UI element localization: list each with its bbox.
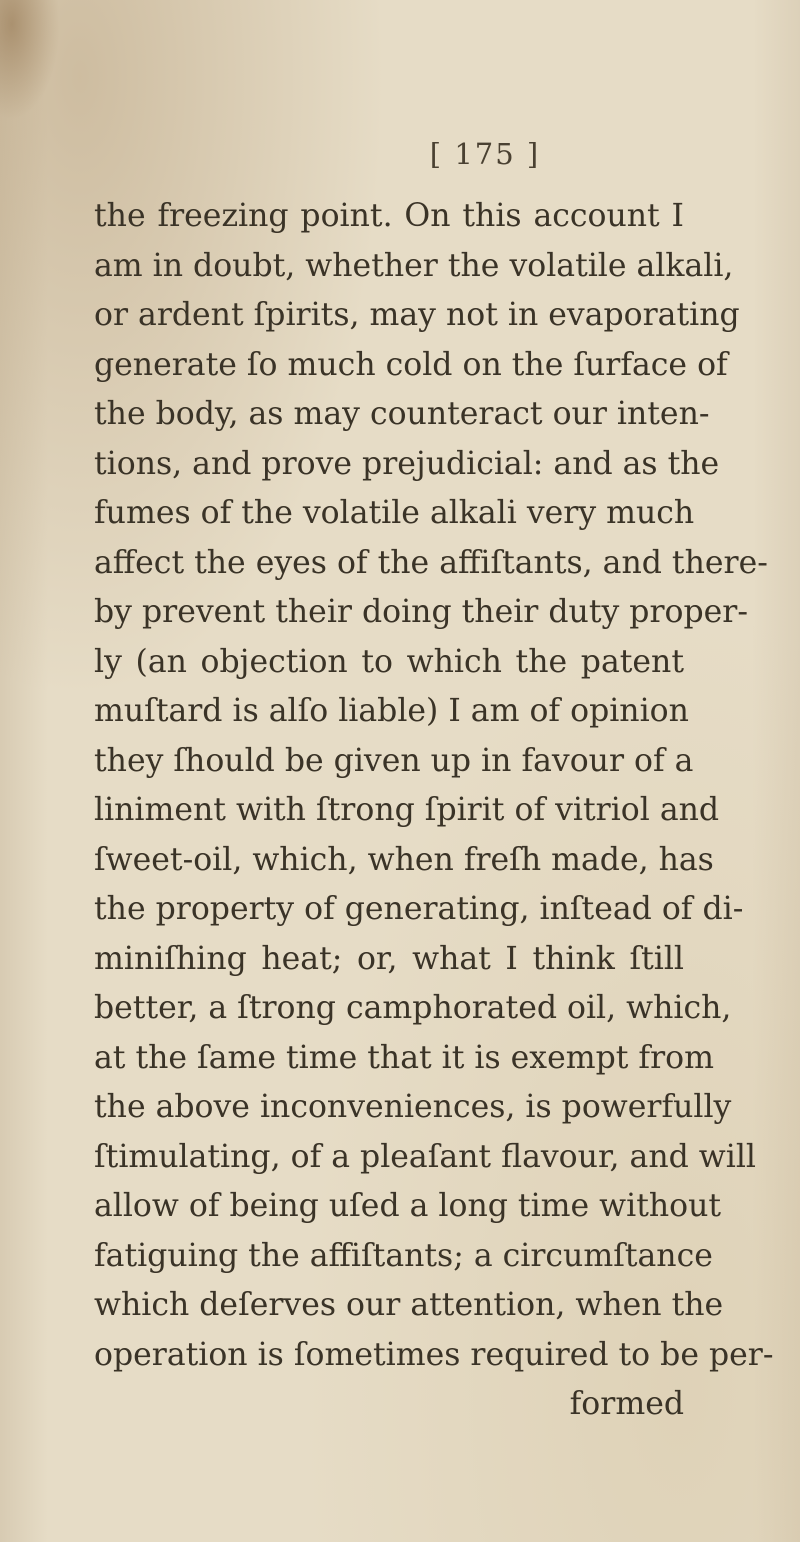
text-line: miniſhing heat; or, what I think ſtill (94, 940, 684, 977)
catchword: formed (569, 1386, 684, 1422)
text-line: they ſhould be given up in favour of a (94, 742, 694, 779)
page-stain (0, 0, 60, 120)
text-line: ſweet-oil, which, when freſh made, has (94, 841, 714, 878)
text-line: allow of being uſed a long time without (94, 1188, 722, 1224)
text-line: generate ſo much cold on the ſurface of (94, 346, 728, 383)
text-line: am in doubt, whether the volatile alkali, (94, 247, 734, 284)
body-text (94, 192, 774, 1430)
text-line: muſtard is alſo liable) I am of opinion (94, 693, 689, 729)
text-line: by prevent their doing their duty proper- (94, 594, 748, 630)
text-line: operation is ſometimes required to be per- (94, 1336, 774, 1373)
page-number: [ 175 ] (429, 137, 541, 171)
text-line: the body, as may counteract our inten- (94, 396, 710, 432)
text-line: the property of generating, inſtead of di- (94, 891, 744, 927)
text-line: ſtimulating, of a pleaſant flavour, and will (94, 1138, 756, 1175)
text-line: affect the eyes of the affiſtants, and there- (94, 544, 768, 581)
text-line: fumes of the volatile alkali very much (94, 495, 695, 531)
text-line: the above inconveniences, is powerfully (94, 1089, 732, 1125)
text-line: which deſerves our attention, when the (94, 1287, 724, 1323)
text-line: ly (an objection to which the patent (94, 643, 684, 680)
text-line: fatiguing the affiſtants; a circumſtance (94, 1237, 713, 1274)
text-line: at the ſame time that it is exempt from (94, 1039, 714, 1076)
text-line: or ardent ſpirits, may not in evaporating (94, 297, 740, 333)
text-line: tions, and prove prejudicial: and as the (94, 445, 720, 482)
text-line: the freezing point. On this account I (94, 198, 684, 234)
text-line: better, a ſtrong camphorated oil, which, (94, 990, 732, 1026)
text-line: liniment with ſtrong ſpirit of vitriol and (94, 792, 720, 828)
